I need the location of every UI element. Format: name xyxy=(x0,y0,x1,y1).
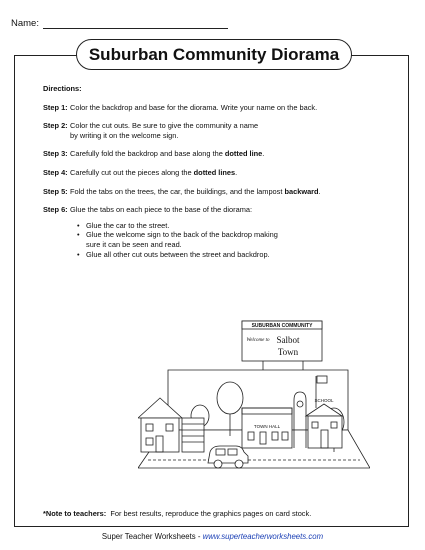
footer-text: Super Teacher Worksheets - xyxy=(101,532,203,541)
note-text: For best results, reproduce the graphics pages on card stock. xyxy=(110,509,312,518)
step-text-bold: dotted line xyxy=(224,149,263,159)
sign-name-line-2: Town xyxy=(277,347,299,357)
step-2 xyxy=(43,121,393,140)
name-label: Name: xyxy=(11,18,39,29)
step-text xyxy=(70,168,393,178)
note-label: *Note to teachers: xyxy=(43,509,107,518)
step-label: Step 5: xyxy=(43,186,68,196)
directions-heading: Directions: xyxy=(43,84,82,93)
school-label: SCHOOL xyxy=(314,398,334,403)
step-text: Glue the tabs on each piece to the base of the diorama: xyxy=(70,205,253,215)
step-label: Step 6: xyxy=(43,205,68,215)
name-row xyxy=(11,18,228,29)
step-text-line: Color the cut outs. Be sure to give the community a name xyxy=(70,121,259,131)
step-3 xyxy=(43,149,393,159)
step-text-pre: Carefully cut out the pieces along the xyxy=(70,167,194,177)
step-text-line: by writing it on the welcome sign. xyxy=(70,130,179,140)
brick-building xyxy=(182,418,204,452)
town-hall-label: TOWN HALL xyxy=(253,424,281,429)
step-text xyxy=(70,121,393,140)
list-item-line: Glue all other cut outs between the street and backdrop. xyxy=(86,249,270,259)
town-hall xyxy=(242,408,292,448)
list-item xyxy=(77,221,393,231)
step-text: Color the backdrop and base for the diorama. Write your name on the back. xyxy=(70,102,318,112)
footer xyxy=(0,532,425,541)
page-title: Suburban Community Diorama xyxy=(76,39,352,70)
welcome-sign xyxy=(242,321,322,373)
step-text-post: . xyxy=(318,186,321,196)
step-label: Step 2: xyxy=(43,121,68,131)
directions-section xyxy=(43,84,393,259)
step-4 xyxy=(43,168,393,178)
step-label: Step 3: xyxy=(43,149,68,159)
step-text-bold: dotted lines xyxy=(193,167,236,177)
list-item-line: sure it can be seen and read. xyxy=(86,239,182,249)
step-text-bold: backward xyxy=(284,186,319,196)
step-text-pre: Fold the tabs on the trees, the car, the buildings, and the lampost xyxy=(70,186,285,196)
step-label: Step 4: xyxy=(43,167,68,177)
sign-top-text: SUBURBAN COMMUNITY xyxy=(251,323,313,329)
step-text-post: . xyxy=(235,167,238,177)
footer-link[interactable]: www.superteacherworksheets.com xyxy=(202,532,324,541)
step-1 xyxy=(43,103,393,113)
list-item xyxy=(77,250,393,260)
step-label: Step 1: xyxy=(43,102,68,112)
list-item-line: Glue the welcome sign to the back of the backdrop making xyxy=(86,230,278,240)
step-text xyxy=(70,187,393,197)
sign-welcome-text: Welcome to xyxy=(246,338,270,343)
step-text-post: . xyxy=(262,149,265,159)
diorama-illustration xyxy=(138,318,370,478)
step-5 xyxy=(43,187,393,197)
step-6 xyxy=(43,205,393,215)
sub-steps-list xyxy=(77,221,393,259)
step-text-pre: Carefully fold the backdrop and base along the xyxy=(70,149,225,159)
list-item xyxy=(77,230,393,249)
step-text xyxy=(70,149,393,159)
teacher-note xyxy=(43,509,311,518)
sign-name-line-1: Salbot xyxy=(276,335,300,345)
name-blank-line[interactable] xyxy=(43,19,228,29)
list-item-line: Glue the car to the street. xyxy=(86,220,170,230)
